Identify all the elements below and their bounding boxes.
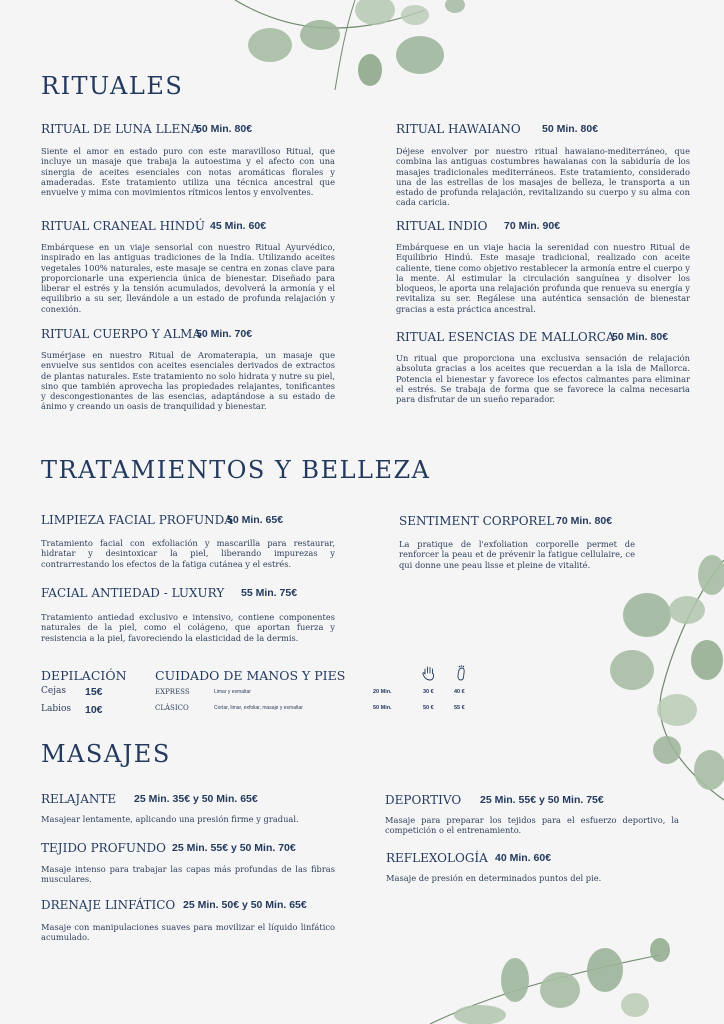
item-name: RITUAL CRANEAL HINDÚ [41, 219, 206, 233]
item-price: 50 Min. 65€ [227, 514, 284, 526]
item-price: 45 Min. 60€ [210, 220, 267, 232]
item-description: La pratique de l'exfoliation corporelle permet de renforcer la peau et de prévenir la fatigue cellulaire, ce qui donne une peau lisse et pleine de vitalité. [399, 539, 635, 570]
depilacion-title: DEPILACIÓN [41, 668, 127, 683]
manos-pies-time: 20 Min. [373, 689, 392, 695]
manos-pies-detail: Limar y esmaltar [214, 689, 251, 695]
section-title-masajes: MASAJES [41, 740, 171, 768]
item-price: 55 Min. 75€ [241, 587, 298, 599]
item-description: Un ritual que proporciona una exclusiva sensación de relajación absoluta gracias a los aceites que recuerdan a la isla de Mallorca. Potencia el bienestar y favorece los efectos calmantes para eliminar el estrés. Se trabaja de forma que se favorece la calma necesaria para disfrutar de un sueño reparador. [396, 353, 690, 405]
item-name: FACIAL ANTIEDAD - LUXURY [41, 586, 225, 600]
manos-pies-label: EXPRESS [155, 688, 190, 696]
item-price: 70 Min. 90€ [504, 220, 561, 232]
item-description: Déjese envolver por nuestro ritual hawaiano-mediterráneo, que combina las antiguas costumbres hawaianas con la sabiduría de los masajes tradicionales mediterráneos. Este tratamiento, considerado una de las estrellas de los masajes de belleza, le transporta a un estado de profunda relajación, revitalizando su cuerpo y su alma con cada caricia. [396, 146, 690, 208]
item-name: RITUAL HAWAIANO [396, 122, 521, 136]
manos-pies-title: CUIDADO DE MANOS Y PIES [155, 668, 346, 683]
manos-pies-detail: Cortar, limar, exfoliar, masaje y esmaltar [214, 705, 303, 711]
manos-pies-feet-price: 55 € [454, 705, 465, 711]
item-price: 50 Min. 80€ [196, 123, 253, 135]
eucalyptus-right-decoration [592, 540, 724, 810]
depilacion-label: Cejas [41, 686, 66, 696]
item-description: Masaje para preparar los tejidos para el esfuerzo deportivo, la competición o el entrenamiento. [385, 815, 679, 836]
item-price: 50 Min. 70€ [196, 328, 253, 340]
depilacion-price: 10€ [85, 704, 103, 716]
item-name: DRENAJE LINFÁTICO [41, 898, 176, 912]
item-name: RITUAL CUERPO Y ALMA [41, 327, 202, 341]
item-price: 40 Min. 60€ [495, 852, 552, 864]
item-name: SENTIMENT CORPOREL [399, 514, 555, 528]
section-title-tratamientos: TRATAMIENTOS Y BELLEZA [41, 456, 431, 484]
item-price: 50 Min. 80€ [542, 123, 599, 135]
item-name: REFLEXOLOGÍA [386, 851, 488, 865]
manos-pies-label: CLÁSICO [155, 704, 189, 712]
item-description: Masajear lentamente, aplicando una presión firme y gradual. [41, 814, 299, 824]
item-price: 25 Min. 35€ y 50 Min. 65€ [134, 793, 258, 805]
item-name: LIMPIEZA FACIAL PROFUNDA [41, 513, 233, 527]
item-description: Embárquese en un viaje hacia la serenidad con nuestro Ritual de Equilibrio Hindú. Este masaje tradicional, realizado con aceite caliente, tiene como objetivo restablecer la armonía entre el cuerpo y la mente. Al estimular la circulación sanguínea y disolver los bloqueos, le aporta una relajación profunda que renueva su energía y revitaliza su ser. Regálese una auténtica sensación de bienestar gracias a esta práctica ancestral. [396, 242, 690, 314]
hand-icon [421, 665, 437, 681]
depilacion-price: 15€ [85, 686, 103, 698]
item-name: TEJIDO PROFUNDO [41, 841, 166, 855]
eucalyptus-bottom-decoration [430, 935, 670, 1024]
item-price: 50 Min. 80€ [612, 331, 669, 343]
item-name: RITUAL ESENCIAS DE MALLORCA [396, 330, 615, 344]
item-name: DEPORTIVO [385, 793, 462, 807]
manos-pies-hands-price: 50 € [423, 705, 434, 711]
item-price: 25 Min. 50€ y 50 Min. 65€ [183, 899, 307, 911]
eucalyptus-top-decoration [225, 0, 485, 95]
item-price: 70 Min. 80€ [556, 515, 613, 527]
item-description: Masaje intenso para trabajar las capas más profundas de las fibras musculares. [41, 864, 335, 885]
item-price: 25 Min. 55€ y 50 Min. 75€ [480, 794, 604, 806]
depilacion-label: Labios [41, 704, 72, 714]
manos-pies-time: 50 Min. [373, 705, 392, 711]
item-description: Tratamiento facial con exfoliación y mascarilla para restaurar, hidratar y desintoxicar la piel, liberando impurezas y contrarrestando los efectos de la fatiga cutánea y el estrés. [41, 538, 335, 569]
item-description: Masaje de presión en determinados puntos del pie. [386, 873, 602, 883]
item-description: Embárquese en un viaje sensorial con nuestro Ritual Ayurvédico, inspirado en las antiguas tradiciones de la India. Utilizando aceites vegetales 100% naturales, este masaje se centra en zonas clave para proporcionarle una experiencia única de bienestar. Diseñado para liberar el estrés y la tensión acumulados, devolverá la armonía y el equilibrio a su ser, llevándole a un estado de profunda relajación y conexión. [41, 242, 335, 314]
manos-pies-hands-price: 30 € [423, 689, 434, 695]
item-description: Masaje con manipulaciones suaves para movilizar el líquido linfático acumulado. [41, 922, 335, 943]
item-description: Tratamiento antiedad exclusivo e intensivo, contiene componentes naturales de la piel, como el colágeno, que aportan fuerza y resistencia a la piel, favoreciendo la elasticidad de la dermis. [41, 612, 335, 643]
item-description: Siente el amor en estado puro con este maravilloso Ritual, que incluye un masaje que trabaja la autoestima y el afecto con una sinergia de aceites esenciales con notas aromáticas florales y amaderadas. Este tratamiento utiliza una técnica ancestral que envuelve y mima con movimientos rítmicos lentos y envolventes. [41, 146, 335, 198]
item-description: Sumérjase en nuestro Ritual de Aromaterapia, un masaje que envuelve sus sentidos con aceites esenciales derivados de extractos de plantas naturales. Este tratamiento no solo hidrata y nutre su piel, sino que también aprovecha las propiedades relajantes, tonificantes y descongestionantes de las esencias, adaptándose a su estado de ánimo y creando un oasis de tranquilidad y bienestar. [41, 350, 335, 412]
section-title-rituales: RITUALES [41, 72, 184, 100]
item-name: RITUAL DE LUNA LLENA [41, 122, 200, 136]
foot-icon [455, 665, 467, 681]
manos-pies-feet-price: 40 € [454, 689, 465, 695]
item-name: RITUAL INDIO [396, 219, 488, 233]
item-price: 25 Min. 55€ y 50 Min. 70€ [172, 842, 296, 854]
item-name: RELAJANTE [41, 792, 117, 806]
